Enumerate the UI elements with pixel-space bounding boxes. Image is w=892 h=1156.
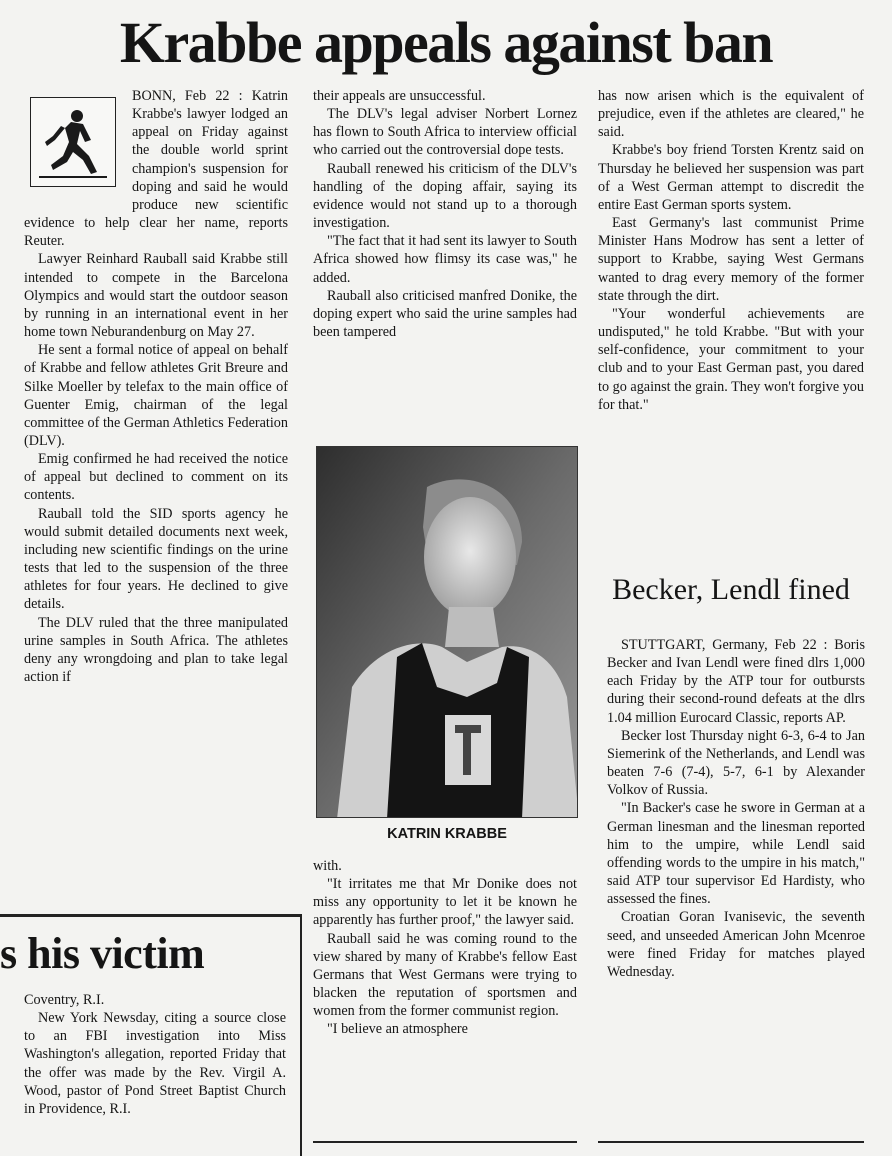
paragraph: Rauball told the SID sports agency he would submit detailed documents next week, including new scientific findings on the urine tests that led to the suspension of the three athletes for four years. He declined to give details. — [24, 505, 288, 613]
paragraph: BONN, Feb 22 : Katrin Krabbe's lawyer lodged an appeal on Friday against the double world sprint champion's suspension for doping and said he would produce new scientific evidence to help clear her name, reports Reuter. — [24, 88, 288, 250]
paragraph: Croatian Goran Ivanisevic, the seventh seed, and unseeded American John Mcenroe were fined Friday for matches played Wednesday. — [607, 909, 865, 980]
paragraph: The DLV's legal adviser Norbert Lornez has flown to South Africa to interview official who carried out the controversial dope tests. — [313, 106, 577, 159]
section-divider — [0, 914, 302, 917]
paragraph: Becker lost Thursday night 6-3, 6-4 to Jan Siemerink of the Netherlands, and Lendl was beaten 7-6 (7-4), 5-7, 6-1 by Alexander Volkov of Russia. — [607, 727, 865, 799]
paragraph: Rauball renewed his criticism of the DLV's handling of the doping affair, saying its evidence would not stand up to a thorough investigation. — [313, 160, 577, 232]
photo-caption: KATRIN KRABBE — [387, 826, 507, 842]
article-col1 — [24, 87, 288, 917]
paragraph: He sent a formal notice of appeal on behalf of Krabbe and fellow athletes Grit Breure and Silke Moeller by telefax to the main office of Guenter Emig, chairman of the legal committee of the German Athletics Federation (DLV). — [24, 342, 288, 449]
article-col3-top — [598, 87, 864, 573]
column-bottom-rule — [313, 1141, 577, 1143]
paragraph: Rauball also criticised manfred Donike, the doping expert who said the urine samples had been tampered — [313, 287, 577, 341]
victim-headline: s his victim — [0, 929, 205, 978]
paragraph: Emig confirmed he had received the notice of appeal but declined to comment on its contents. — [24, 451, 288, 504]
paragraph: "The fact that it had sent its lawyer to South Africa showed how flimsy its case was," he added. — [313, 233, 577, 286]
athlete-photo — [316, 446, 578, 818]
paragraph: Coventry, R.I. — [24, 992, 105, 1008]
paragraph: has now arisen which is the equivalent of prejudice, even if the athletes are cleared," he said. — [598, 88, 864, 141]
paragraph: "In Backer's case he swore in German at a German linesman and the linesman reported him to the umpire, while Lendl said offending words to the umpire in his match," said ATP tour supervisor Ed Hardisty, who assessed the fines. — [607, 800, 865, 908]
paragraph: The DLV ruled that the three manipulated urine samples in South Africa. The athletes deny any wrongdoing and plan to take legal action if — [24, 614, 288, 685]
article-col2-bottom — [313, 857, 577, 1143]
paragraph: Rauball said he was coming round to the view shared by many of Krabbe's fellow East Germans that West Germans were trying to blacken the reputation of sportsmen and women from the former communist region. — [313, 930, 577, 1020]
paragraph: STUTTGART, Germany, Feb 22 : Boris Becker and Ivan Lendl were fined dlrs 1,000 each Friday by the ATP tour for outbursts during their second-round defeats at the dlrs 1.04 million Eurocard Classic, reports AP. — [607, 637, 865, 726]
section-divider-vertical — [300, 914, 302, 1156]
paragraph: "It irritates me that Mr Donike does not miss any opportunity to let it be known he apparently has further proof," the lawyer said. — [313, 876, 577, 929]
main-headline: Krabbe appeals against ban — [119, 10, 773, 75]
paragraph: Lawyer Reinhard Rauball said Krabbe still intended to compete in the Barcelona Olympics and would start the outdoor season by running in an international event in her home town Neburandenburg on May 27. — [24, 251, 288, 341]
paragraph: their appeals are unsuccessful. — [313, 88, 486, 104]
becker-headline: Becker, Lendl fined — [612, 573, 850, 606]
column-bottom-rule — [598, 1141, 864, 1143]
victim-article — [24, 991, 286, 1156]
becker-article — [607, 636, 865, 1140]
article-col2-top — [313, 87, 577, 441]
paragraph: "Your wonderful achievements are undisputed," he told Krabbe. "But with your self-confidence, your commitment to your club and to your East German past, you dared to go against the grain. They won't forgive you for that." — [598, 305, 864, 413]
paragraph: New York Newsday, citing a source close to an FBI investigation into Miss Washington's allegation, reported Friday that the offer was made by the Rev. Virgil A. Wood, pastor of Pond Street Baptist Church in Providence, R.I. — [24, 1010, 286, 1117]
paragraph: with. — [313, 858, 342, 874]
paragraph: Krabbe's boy friend Torsten Krentz said on Thursday he believed her suspension was part of a West German attempt to discredit the entire East German sports system. — [598, 142, 864, 213]
paragraph: East Germany's last communist Prime Minister Hans Modrow has sent a letter of support to Krabbe, saying West Germans wanted to drag every memory of the former state through the dirt. — [598, 215, 864, 304]
paragraph: "I believe an atmosphere — [327, 1021, 468, 1038]
